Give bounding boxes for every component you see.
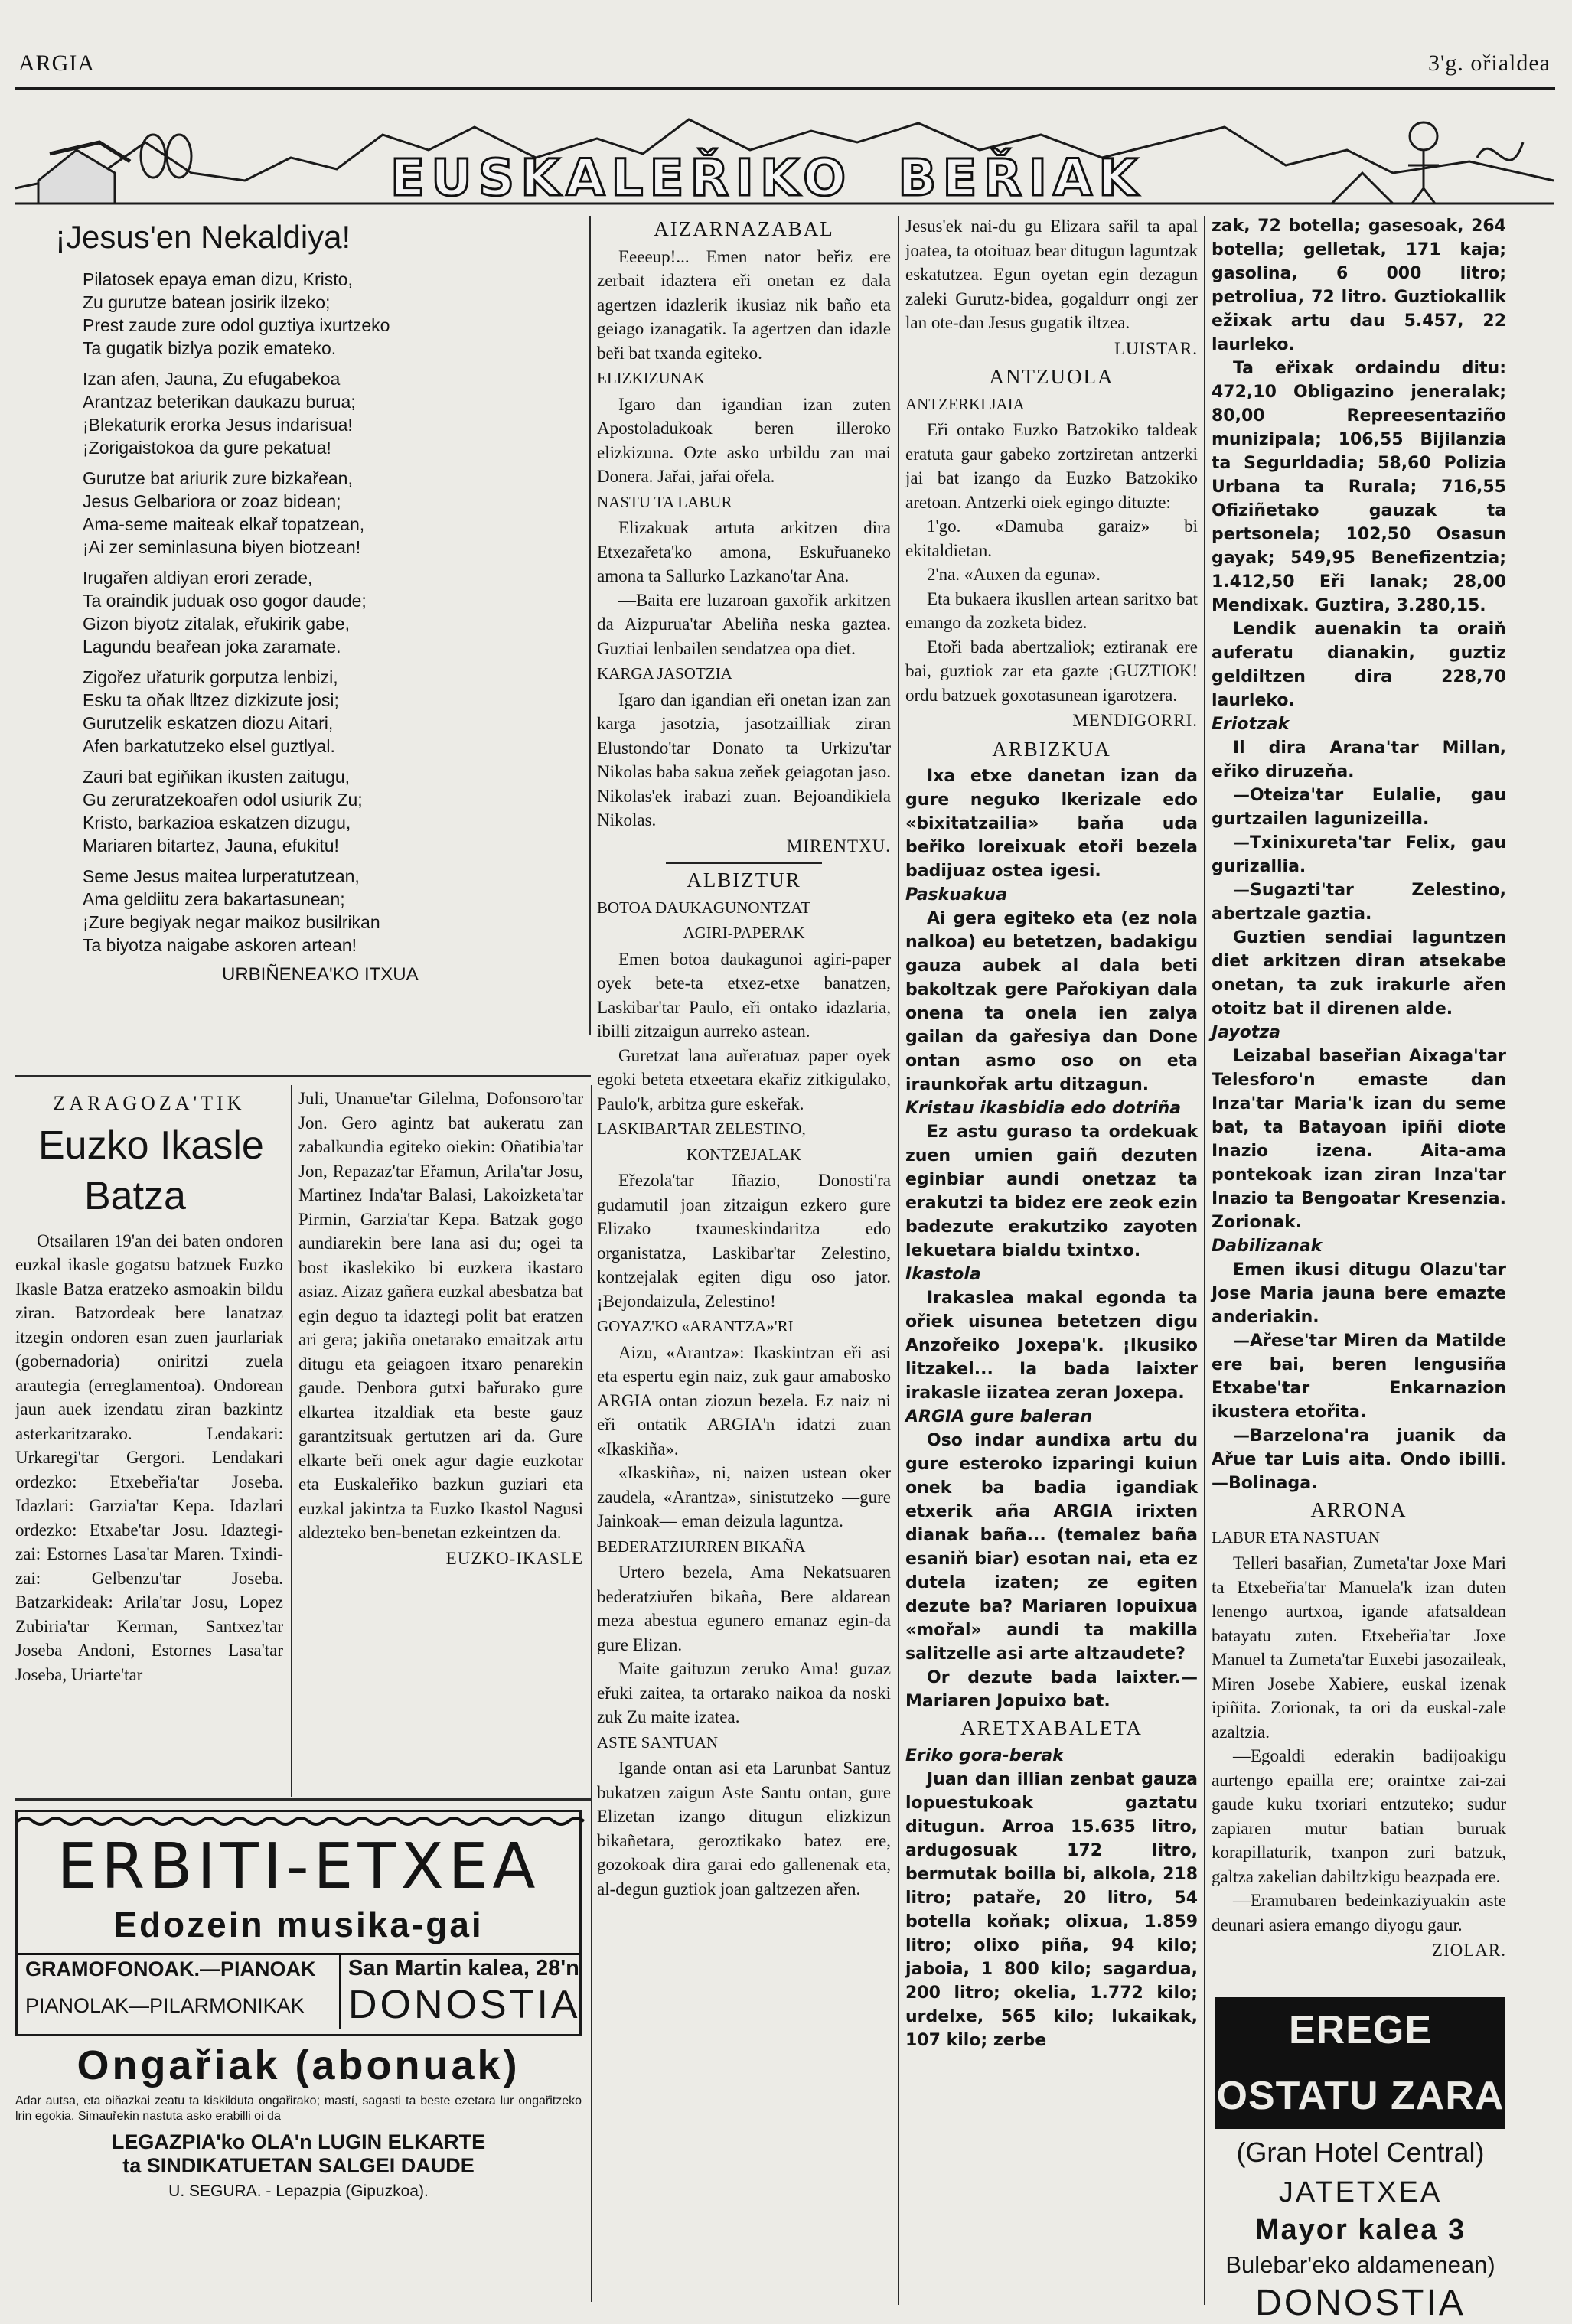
section-head: ARETXABALETA — [960, 1716, 1143, 1739]
subhead: ARGIA gure baleran — [905, 1407, 1093, 1426]
subhead: KONTZEJALAK — [686, 1145, 802, 1164]
paragraph: Etoři bada abertzaliok; eztiranak ere bai, guztiok zar eta gazte ¡GUZTIOK! ordu batzuek goxotasunean igarotzera. — [905, 637, 1198, 705]
ongariak-advertisement — [15, 2042, 582, 2287]
section-rule — [15, 1075, 591, 1077]
poem-stanza — [15, 865, 582, 957]
column-aizarnazabal-albiztur — [597, 214, 891, 2300]
ad-line: Mayor kalea 3 — [1254, 2214, 1466, 2246]
paragraph: zak, 72 botella; gasesoak, 264 botella; gelletak, 171 kaja; gasolina, 6 000 litro; petroliua, 72 litro. Guztiokallik ežixak artu dau 5.457, 22 laurleko. — [1212, 217, 1506, 354]
ad-headline: EREGE OSTATU ZARA — [1215, 1997, 1505, 2129]
ad-divider — [18, 1953, 579, 1955]
paragraph: —Egoaldi ederakin badijoakigu aurtengo epailla ere; oraintxe zai-zai gaude kuku txoriari entzuteko; sudur zapiaren mutur batian buruak korapillaturik, txanpon zuri batzuk, galtza zakelian dabiltzkigu beazpada ere. — [1212, 1746, 1506, 1886]
paragraph: —Sugazti'tar Zelestino, abertzale gaztia. — [1212, 881, 1506, 924]
poem-line: Jesus Gelbariora or zoaz bidean; — [83, 491, 341, 511]
signature: LUISTAR. — [1114, 338, 1198, 358]
poem-line: Izan afen, Jauna, Zu efugabekoa — [83, 369, 341, 389]
subhead: Eriotzak — [1212, 715, 1290, 734]
paragraph: Irakaslea makal egonda ta ořiek uisunea betetzen digu Anzořeiko Joxepa'k. ¡Ikusiko litzakel... Ia bada laixter irakasle iizatea zeran Joxepa. — [905, 1289, 1198, 1403]
ad-line: Bulebar'eko aldamenean) — [1225, 2251, 1495, 2278]
paragraph: Igande ontan asi eta Larunbat Santuz bukatzen zaigun Aste Santu ontan, gure Elizetan izango ditugun elizkizun bikañetara, geroztikako batez ere, gozokoak dira garai edo gallenenak eta, al-degun guztiok joan galtzezen ařen. — [597, 1758, 891, 1899]
poem-line: Arantzaz beterikan daukazu burua; — [83, 392, 356, 412]
column-rule — [1204, 216, 1205, 2305]
poem-line: Zauri bat egiňikan ikusten zaitugu, — [83, 767, 351, 787]
poem-line: Pilatosek epaya eman dizu, Kristo, — [83, 269, 353, 289]
paragraph: Igaro dan igandian eři onetan izan zan karga jasotzia, jasotzailliak ziran Elustondo'tar Donato ta Urkizu'tar Nikolas baba sakua zeňek geiagotan jaso. Nikolas'ek irabazi zuan. Bejoandikiela Nikolas. — [597, 689, 891, 830]
poem-signature: URBIÑENEA'KO ITXUA — [222, 964, 419, 985]
header-rule — [15, 87, 1555, 90]
poem-stanza — [15, 367, 582, 459]
paragraph: Or dezute bada laixter.—Mariaren Jopuixo bat. — [905, 1668, 1198, 1711]
paragraph: Juan dan illian zenbat gauza lopuestukoak gaztatu ditugun. Arroa 15.635 litro, ardugosuak 172 litro, bermutak boilla bi, alkola, 218 litro; pataře, 20 litro, 54 botella koňak; olixua, 1.859 litro; olixo piña, 94 kilo; jaboia, 1 800 kilo; sagardua, 200 litro; okelia, 1.772 kilo; urdelxe, 565 kilo; lukaikak, 107 kilo; zerbe — [905, 1769, 1198, 2050]
subhead: ELIZKIZUNAK — [597, 369, 706, 387]
section-banner — [15, 96, 1554, 211]
column-antzuola-arbizkua — [905, 214, 1198, 2300]
paragraph: —Txinixureta'tar Felix, gau gurizallia. — [1212, 833, 1506, 876]
poem-line: Gurutze bat ariurik zure bizkařean, — [83, 468, 353, 488]
section-rule — [15, 1798, 591, 1801]
poem-line: Prest zaude zure odol guztiya ixurtzeko — [83, 315, 390, 335]
ad-tagline: Edozein musika-gai — [113, 1905, 484, 1944]
paragraph: Ai gera egiteko eta (ez nola nalkoa) eu betetzen, badakigu gauza aubek al dala beti bakoltzak gere Pařokiyan dala onena ta onela ien zalya gailan da gařesiya dan Done ontan asmo oso on eta iraunkořak artu ditzagun. — [905, 909, 1198, 1094]
paragraph: Urtero bezela, Ama Nekatsuaren bederatziuřen bikaña, Bere aldarean meza abestua egunero emanaz egin-da gure Elizan. — [597, 1563, 891, 1654]
erbiti-advertisement — [15, 1810, 582, 2036]
column-rule — [898, 216, 899, 2305]
banner-title — [390, 148, 1143, 207]
poem-stanza — [15, 765, 582, 857]
paragraph: Ta eřixak ordaindu ditu: 472,10 Obligazino jeneralak; 80,00 Repreesentaziño munizipala; 106,55 Bijilanzia ta Segurldadia; 58,60 Polizia Urbana ta Rurala; 716,55 Ofiziñetako gauzak ta pertsonela; 102,50 Osasun gayak; 549,95 Benefizentzia; 1.412,50 Eři lanak; 28,00 Mendixak. Guztira, 3.280,15. — [1212, 359, 1506, 615]
banner-word-1: EUSKALEŘIKO — [390, 148, 853, 207]
zaragoza-article-right — [298, 1087, 583, 1791]
section-head: ARRONA — [1310, 1498, 1407, 1521]
paragraph: 1'go. «Damuba garaiz» bi ekitaldietan. — [905, 517, 1198, 560]
poem-line: Kristo, barkazioa eskatzen dizugu, — [83, 813, 351, 833]
ad-city: DONOSTIA — [348, 1983, 581, 2027]
ad-products: GRAMOFONOAK.—PIANOAK — [25, 1957, 316, 1980]
subhead: ANTZERKI JAIA — [905, 394, 1025, 413]
section-head: ALBIZTUR — [687, 869, 801, 891]
paragraph: Emen botoa daukagunoi agiri-paper oyek bete-ta etxez-etxe banatzen, Laskibar'tar Paulo, eři ontako idazlaria, ibilli zitzaigun aurreko astean. — [597, 949, 891, 1041]
article-signature: EUZKO-IKASLE — [445, 1548, 583, 1568]
wave-border-icon — [18, 1815, 579, 1827]
signature: MIRENTXU. — [786, 836, 891, 856]
paragraph: —Barzelona'ra juanik da Ařue tar Luis aita. Ondo ibilli.—Bolinaga. — [1212, 1426, 1506, 1493]
subhead: Kristau ikasbidia edo dotriña — [905, 1099, 1182, 1118]
poem-line: Ta gugatik bizlya pozik emateko. — [83, 338, 337, 358]
poem-stanza — [15, 566, 582, 658]
paragraph: Ez astu guraso ta ordekuak zuen umien gaiñ dezuten eginbiar aundi onetzaz ta erakutzi ta bidez ere zeok ezin badezute erakutziko zayoten lekuetara bialdu txintxo. — [905, 1123, 1198, 1260]
subhead: AGIRI-PAPERAK — [683, 924, 805, 942]
paragraph: Eta bukaera ikusllen artean saritxo bat emango da zozketa bidez. — [905, 588, 1198, 632]
poem-stanza — [15, 268, 582, 360]
column-arrona — [1212, 214, 1506, 1990]
ad-line: LEGAZPIA'ko OLA'n LUGIN ELKARTE — [111, 2130, 486, 2153]
subhead: Paskuakua — [905, 885, 1007, 905]
paragraph: Maite gaituzun zeruko Ama! guzaz eřuki zaitea, ta ortarako naikoa da noski zuk Zu maite izatea. — [597, 1659, 891, 1726]
paragraph: Telleri basařian, Zumeta'tar Joxe Mari ta Etxebeřia'tar Manuela'k izan duten lenengo aurtxoa, igande afatsaldean batayatu zuten. Etxebeřia'tar Joxe Manuel ta Zumeta'tar Euxebi jasozaileak, Miren Josebe Xabiere, euskal izenak ipiñita. Zorionak, ta ori da euskal-zale azaltzia. — [1212, 1553, 1506, 1742]
subhead: GOYAZ'KO «ARANTZA»'RI — [597, 1317, 794, 1335]
poem-line: Ta oraindik juduak oso gogor daude; — [83, 591, 367, 611]
section-head: AIZARNAZABAL — [654, 217, 834, 240]
poem-line: Mariaren bitartez, Jauna, efukitu! — [83, 836, 339, 856]
column-rule — [591, 1085, 592, 2302]
poem-line: Zigořez uřaturik gorputza lenbizi, — [83, 667, 338, 687]
paragraph: —Eramubaren bedeinkaziyuakin aste deunari asiera emango diyogu gaur. — [1212, 1891, 1506, 1934]
article-title — [38, 1120, 283, 1221]
dateline: ZARAGOZA'TIK — [53, 1092, 246, 1114]
article-title-line: Batza — [84, 1173, 186, 1218]
subhead: BOTOA DAUKAGUNONTZAT — [597, 898, 811, 917]
paragraph: Ixa etxe danetan izan da gure neguko lkerizale edo «bixitatzailia» baňa uda beřiko loreixuak etoři bezela badijuaz ostea igesi. — [905, 767, 1198, 881]
ad-divider — [339, 1953, 341, 2029]
subhead: Eriko gora-berak — [905, 1745, 1064, 1765]
poem-line: ¡Blekaturik erorka Jesus indarisua! — [83, 415, 353, 435]
section-head: ANTZUOLA — [989, 365, 1114, 388]
paragraph: Oso indar aundixa artu du gure esteroko izparingi kuiun onek ba badia igandiak etxerik aña ARGIA irixten dianak baña... (temalez baña esaniň biar) esotan nai, eta ez dutela izaten; ze egiten dezute ba? Mariaren lopuixua «mořal» aundi ta makilla salitzelle asi arte altzaudete? — [905, 1431, 1198, 1664]
poem-line: Gizon biyotz zitalak, eřukirik gabe, — [83, 614, 350, 634]
divider — [666, 862, 822, 864]
poem-line: Ama geldiitu zera bakartasunean; — [83, 889, 345, 909]
erege-hotel-advertisement — [1209, 1997, 1512, 2323]
poem-line: Gurutzelik eskatzen diozu Aitari, — [83, 713, 334, 733]
subhead: ASTE SANTUAN — [597, 1732, 719, 1752]
poem-line: Gu zeruratzekoařen odol usiurik Zu; — [83, 790, 363, 810]
ad-subtitle: (Gran Hotel Central) — [1236, 2137, 1485, 2168]
poem-line: ¡Ai zer seminlasuna biyen biotzean! — [83, 537, 361, 557]
signature: ZIOLAR. — [1431, 1941, 1506, 1960]
article-title-line: Euzko Ikasle — [38, 1123, 264, 1168]
paragraph: 2'na. «Auxen da eguna». — [927, 565, 1101, 584]
section-head: ARBIZKUA — [992, 737, 1111, 761]
poem-line: ¡Zorigaistokoa da gure pekatua! — [83, 438, 331, 458]
column-rule — [589, 216, 591, 1035]
column-rule — [291, 1085, 292, 1797]
page-number: 3'g. ořialdea — [1427, 51, 1551, 76]
paragraph: Elizakuak artuta arkitzen dira Etxezařeta'ko amona, Eskuřuaneko amona ta Sallurko Lazkano'tar Ana. — [597, 518, 891, 585]
poem-stanza — [15, 666, 582, 758]
ad-address: San Martin kalea, 28'n — [348, 1956, 579, 1980]
poem-line: Zu gurutze batean josirik ilzeko; — [83, 292, 331, 312]
paragraph: Guretzat lana auřeratuaz paper oyek egoki beteta etxeetara ekařiz zitkigulako, Paulo'k, arbitza gure eskeřak. — [597, 1045, 891, 1113]
paragraph: Il dira Arana'tar Millan, eřiko diruzeňa. — [1212, 738, 1506, 781]
ad-address: U. SEGURA. - Lepazpia (Gipuzkoa). — [168, 2182, 429, 2200]
poem-stanza — [15, 467, 582, 559]
paragraph: Guztien sendiai laguntzen diet arkitzen diran atsekabe onetan, ta zuk irakurle ařen otoitz bat il direnen alde. — [1212, 928, 1506, 1019]
paragraph: Lendik auenakin ta oraiň auferatu dianakin, guztiz geldiltzen dira 228,70 laurleko. — [1212, 620, 1506, 710]
paragraph: Jesus'ek nai-du gu Elizara sařil ta apal joatea, ta otoituaz bear ditugun laguntzak eskatutzea. Egun oyetan egin dezagun zaleki Gurutz-bidea, gogaldurr ongi zer lan ote-dan Jesus gugatik iltzea. — [905, 217, 1198, 332]
ad-city: DONOSTIA — [1255, 2283, 1466, 2323]
subhead: LASKIBAR'TAR ZELESTINO, — [597, 1120, 806, 1138]
article-body: Otsailaren 19'an dei baten ondoren euzkal ikasle gogatsu batzuek Euzko Ikasle Batza eratzeko asmoakin bildu ziran. Batzordeak bere lanatzaz itzegin ondoren esan zuen jaurlariak (gobernadoria) oniritzi zuela arautegia (erreglamentoa). Ondorean jaun auek izendatu ziran bazkintz asterkaritzarako. Lendakari: Urkaregi'tar Gergori. Lendakari ordezko: Etxebeřia'tar Joseba. Idazlari: Garzia'tar Kepa. Idazlari ordezko: Etxabe'tar Josu. Idaztegi-zai: Estornes Lasa'tar Maren. Txindi-zai: Gelbenzu'tar Joseba. Batzarkideak: Arila'tar Josu, Lopez Zubiria'tar Kerman, Santxez'tar Joseba Andoni, Estornes Lasa'tar Joseba, Uriarte'tar — [15, 1230, 283, 1684]
paragraph: —Oteiza'tar Eulalie, gau gurtzailen lagunizeilla. — [1212, 786, 1506, 829]
subhead: Dabilizanak — [1212, 1237, 1323, 1256]
subhead: KARGA JASOTZIA — [597, 664, 732, 683]
poem-line: Ta biyotza naigabe askoren artean! — [83, 935, 357, 955]
subhead: BEDERATZIURREN BIKAÑA — [597, 1537, 806, 1556]
poem-line: Lagundu beařean joka zaramate. — [83, 637, 341, 657]
ad-description: Adar autsa, eta oiňazkai zeatu ta kiskilduta ongařirako; mastí, sagasti ta beste ezetara lur ongařitzeko lrin egokia. Simauřekin nastuta asko erabilli oi da — [15, 2094, 582, 2123]
running-header — [18, 51, 1551, 81]
ad-headline: Ongařiak (abonuak) — [77, 2042, 520, 2088]
running-head-title: ARGIA — [18, 51, 95, 76]
poem-line: Esku ta oňak lltzez dizkizute josi; — [83, 690, 339, 710]
ad-line: JATETXEA — [1278, 2176, 1443, 2208]
ad-line: ta SINDIKATUETAN SALGEI DAUDE — [122, 2154, 475, 2177]
banner-word-2: BEŘIAK — [898, 148, 1144, 207]
paragraph: —Baita ere luzaroan gaxořik arkitzen da Aizpurua'tar Abeliña neska gaztea. Guztiai lenbailen sendatzea opa diet. — [597, 590, 891, 658]
subhead: Jayotza — [1212, 1023, 1280, 1042]
poem-line: Seme Jesus maitea lurperatutzean, — [83, 866, 360, 886]
paragraph: «Ikaskiña», ni, naizen ustean oker zaudela, «Arantza», sinistutzeko —gure Jainkoak— eman deizula laguntza. — [597, 1463, 891, 1530]
poem-line: Irugařen aldiyan erori zerade, — [83, 568, 313, 588]
paragraph: —Ařese'tar Miren da Matilde ere bai, beren lengusiña Etxabe'tar Enkarnazion ikustera etořita. — [1212, 1331, 1506, 1422]
signature: MENDIGORRI. — [1072, 711, 1198, 730]
poem-line: Afen barkatutzeko elsel guztlyal. — [83, 736, 335, 756]
subhead: NASTU TA LABUR — [597, 492, 732, 511]
paragraph: Igaro dan igandian izan zuten Apostoladukoak beren illeroko elizkizuna. Ozte asko urbildu zan mai Donera. Jařai, jařai ořela. — [597, 394, 891, 486]
paragraph: Emen ikusi ditugu Olazu'tar Jose Maria jauna bere emazte anderiakin. — [1212, 1260, 1506, 1327]
paragraph: Eři ontako Euzko Batzokiko taldeak eratuta gaur gabeko zortziretan antzerki jai bat izango da Euzko Batzokiko aretoan. Antzerki oiek egingo dituzte: — [905, 420, 1198, 512]
ad-products: PIANOLAK—PILARMONIKAK — [25, 1994, 305, 2017]
poem-line: ¡Zure begiyak negar maikoz busilrikan — [83, 912, 380, 932]
paragraph: Leizabal baseřian Aixaga'tar Telesforo'n emaste dan Inza'tar Maria'k izan du seme bat, ta Batayoan ipiñi diote Inazio izena. Aita-ama pontekoak izan ziran Inza'tar Inazio ta Bengoatar Kresenzia. Zorionak. — [1212, 1047, 1506, 1232]
subhead: LABUR ETA NASTUAN — [1212, 1527, 1380, 1547]
paragraph: Eeeeup!... Emen nator beřiz ere zerbait idaztera eři onetan ez dala agertzen idazlerik ikusiaz nik baño eta geiago izanagatik. Ia agertzen dan idazle beři bat txanda egiteko. — [597, 246, 891, 363]
poem-article — [15, 211, 582, 1068]
paragraph: Eřezola'tar Iñazio, Donosti'ra gudamutil joan zitzaigun ezkero gure Elizako txauneskindaritza edo organistatza, Laskibar'tar Zelestino, kontzejalak egiten digu oso jator. ¡Bejondaizula, Zelestino! — [597, 1171, 891, 1311]
article-body: Juli, Unanue'tar Gilelma, Dofonsoro'tar Jon. Gero agintz bat aukeratu zan zabalkundia egiteko oiekin: Oñatibia'tar Jon, Repazaz'tar Eřamun, Arila'tar Josu, Martinez Inda'tar Balasi, Lakoizketa'tar Pirmin, Garzia'tar Kepa. Batzak gogo aundiarekin bere lana asi du; ogei ta bost ikaslekiko bi euzkera ikastaro asiaz. Aizaz gañera euzkal abesbatza bat egin deguo ta idaztegi polit bat eratzen ari gera; jakiña onetarako emaitzak artu ditugu eta geiagoen itxaro penarekin gaude. Denbora gutxi bařurako gure elkartea itzaldiak eta beste gauz garantzitsuak gertutzen ari da. Gure elkarte beři onek agur dagie euzkotar eta Euskaleřiko bazkun guziari eta euzkal jakintza ta Euzko Ikastol Nagusi aldezteko ben-benetan ezkeintzen da. — [298, 1089, 583, 1542]
zaragoza-article-left — [15, 1087, 283, 1791]
subhead: Ikastola — [905, 1265, 981, 1284]
paragraph: Aizu, «Arantza»: Ikaskintzan eři asi eta espertu egin naiz, zuk gaur amabosko ARGIA ontan ziozun bezela. Ez naiz ni eři ontatik ARGIA'n idatzi zuan «Ikaskiña». — [597, 1342, 891, 1459]
poem-title: ¡Jesus'en Nekaldiya! — [55, 219, 351, 255]
ad-headline: ERBITI-ETXEA — [57, 1830, 540, 1903]
poem-line: Ama-seme maiteak elkař topatzean, — [83, 514, 365, 534]
